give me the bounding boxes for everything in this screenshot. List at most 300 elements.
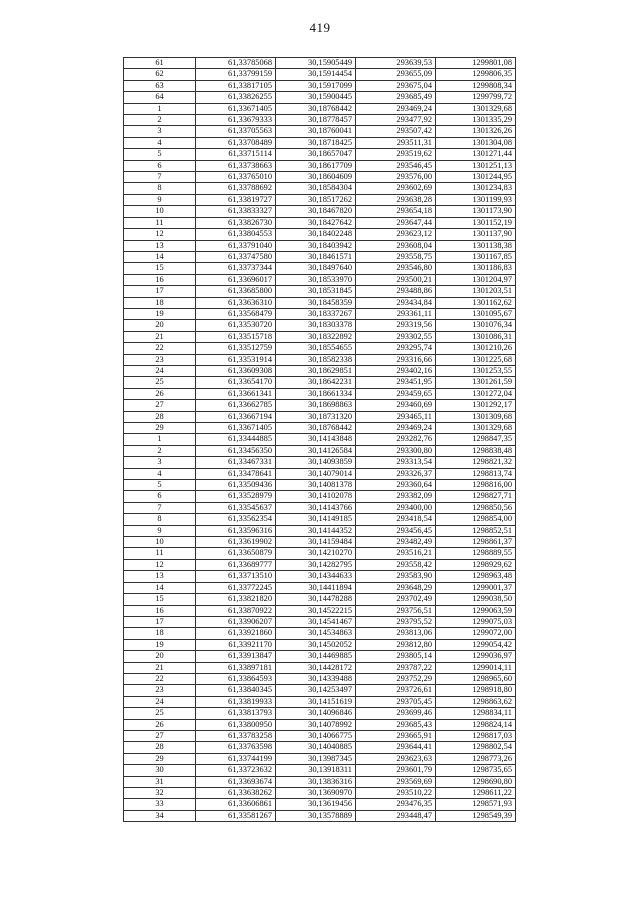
longitude-cell: 30,18629851 [276, 365, 356, 376]
point-number-cell: 64 [124, 92, 196, 103]
x-coordinate-cell: 293726,61 [356, 685, 436, 696]
x-coordinate-cell: 293702,49 [356, 594, 436, 605]
table-row [124, 194, 516, 205]
x-coordinate-cell: 293813,06 [356, 628, 436, 639]
table-row [124, 172, 516, 183]
longitude-cell: 30,18531845 [276, 286, 356, 297]
latitude-cell: 61,33783258 [196, 730, 276, 741]
point-number-cell: 6 [124, 160, 196, 171]
x-coordinate-cell: 293756,51 [356, 605, 436, 616]
longitude-cell: 30,18403942 [276, 240, 356, 251]
point-number-cell: 27 [124, 400, 196, 411]
y-coordinate-cell: 1299054,42 [436, 639, 516, 650]
point-number-cell: 20 [124, 651, 196, 662]
longitude-cell: 30,18303378 [276, 320, 356, 331]
y-coordinate-cell: 1299808,34 [436, 80, 516, 91]
point-number-cell: 27 [124, 730, 196, 741]
x-coordinate-cell: 293302,55 [356, 331, 436, 342]
table-row [124, 788, 516, 799]
table-row [124, 411, 516, 422]
x-coordinate-cell: 293295,74 [356, 343, 436, 354]
longitude-cell: 30,14151619 [276, 696, 356, 707]
point-number-cell: 14 [124, 582, 196, 593]
point-number-cell: 18 [124, 628, 196, 639]
x-coordinate-cell: 293360,64 [356, 480, 436, 491]
x-coordinate-cell: 293476,35 [356, 799, 436, 810]
x-coordinate-cell: 293608,04 [356, 240, 436, 251]
y-coordinate-cell: 1298690,80 [436, 776, 516, 787]
x-coordinate-cell: 293795,52 [356, 616, 436, 627]
point-number-cell: 12 [124, 229, 196, 240]
table-row [124, 365, 516, 376]
y-coordinate-cell: 1301095,67 [436, 308, 516, 319]
point-number-cell: 8 [124, 514, 196, 525]
y-coordinate-cell: 1298821,32 [436, 457, 516, 468]
latitude-cell: 61,33772245 [196, 582, 276, 593]
point-number-cell: 19 [124, 308, 196, 319]
longitude-cell: 30,15917099 [276, 80, 356, 91]
point-number-cell: 11 [124, 548, 196, 559]
longitude-cell: 30,14428172 [276, 662, 356, 673]
point-number-cell: 22 [124, 343, 196, 354]
table-row [124, 502, 516, 513]
x-coordinate-cell: 293459,65 [356, 388, 436, 399]
point-number-cell: 30 [124, 765, 196, 776]
table-row [124, 662, 516, 673]
latitude-cell: 61,33791040 [196, 240, 276, 251]
x-coordinate-cell: 293558,75 [356, 251, 436, 262]
longitude-cell: 30,14078992 [276, 719, 356, 730]
x-coordinate-cell: 293326,37 [356, 468, 436, 479]
x-coordinate-cell: 293482,49 [356, 537, 436, 548]
x-coordinate-cell: 293546,80 [356, 263, 436, 274]
x-coordinate-cell: 293469,24 [356, 103, 436, 114]
table-row [124, 240, 516, 251]
latitude-cell: 61,33813793 [196, 708, 276, 719]
longitude-cell: 30,14143766 [276, 502, 356, 513]
latitude-cell: 61,33609308 [196, 365, 276, 376]
y-coordinate-cell: 1299075,03 [436, 616, 516, 627]
point-number-cell: 4 [124, 137, 196, 148]
x-coordinate-cell: 293685,43 [356, 719, 436, 730]
point-number-cell: 23 [124, 354, 196, 365]
latitude-cell: 61,33636310 [196, 297, 276, 308]
latitude-cell: 61,33638262 [196, 788, 276, 799]
latitude-cell: 61,33606861 [196, 799, 276, 810]
table-row [124, 183, 516, 194]
table-row [124, 377, 516, 388]
point-number-cell: 14 [124, 251, 196, 262]
table-row [124, 810, 516, 821]
table-row [124, 776, 516, 787]
longitude-cell: 30,14144352 [276, 525, 356, 536]
y-coordinate-cell: 1298863,62 [436, 696, 516, 707]
longitude-cell: 30,18517262 [276, 194, 356, 205]
longitude-cell: 30,18533970 [276, 274, 356, 285]
x-coordinate-cell: 293665,91 [356, 730, 436, 741]
table-row [124, 400, 516, 411]
point-number-cell: 24 [124, 365, 196, 376]
latitude-cell: 61,33840345 [196, 685, 276, 696]
table-row [124, 765, 516, 776]
point-number-cell: 28 [124, 411, 196, 422]
point-number-cell: 20 [124, 320, 196, 331]
longitude-cell: 30,14081378 [276, 480, 356, 491]
longitude-cell: 30,13918311 [276, 765, 356, 776]
latitude-cell: 61,33696017 [196, 274, 276, 285]
y-coordinate-cell: 1301137,90 [436, 229, 516, 240]
x-coordinate-cell: 293639,53 [356, 58, 436, 69]
table-row [124, 639, 516, 650]
latitude-cell: 61,33785068 [196, 58, 276, 69]
latitude-cell: 61,33819727 [196, 194, 276, 205]
table-row [124, 537, 516, 548]
x-coordinate-cell: 293752,29 [356, 673, 436, 684]
table-row [124, 742, 516, 753]
point-number-cell: 32 [124, 788, 196, 799]
x-coordinate-cell: 293583,90 [356, 571, 436, 582]
longitude-cell: 30,18760041 [276, 126, 356, 137]
table-row [124, 719, 516, 730]
x-coordinate-cell: 293282,76 [356, 434, 436, 445]
table-row [124, 548, 516, 559]
point-number-cell: 19 [124, 639, 196, 650]
y-coordinate-cell: 1301152,19 [436, 217, 516, 228]
table-row [124, 103, 516, 114]
y-coordinate-cell: 1299038,50 [436, 594, 516, 605]
y-coordinate-cell: 1298549,39 [436, 810, 516, 821]
table-row [124, 274, 516, 285]
x-coordinate-cell: 293647,44 [356, 217, 436, 228]
table-row [124, 251, 516, 262]
x-coordinate-cell: 293511,31 [356, 137, 436, 148]
x-coordinate-cell: 293685,49 [356, 92, 436, 103]
x-coordinate-cell: 293382,09 [356, 491, 436, 502]
y-coordinate-cell: 1301210,26 [436, 343, 516, 354]
longitude-cell: 30,14040885 [276, 742, 356, 753]
y-coordinate-cell: 1298611,22 [436, 788, 516, 799]
latitude-cell: 61,33817105 [196, 80, 276, 91]
table-row [124, 673, 516, 684]
latitude-cell: 61,33737344 [196, 263, 276, 274]
x-coordinate-cell: 293510,22 [356, 788, 436, 799]
x-coordinate-cell: 293418,54 [356, 514, 436, 525]
y-coordinate-cell: 1299799,72 [436, 92, 516, 103]
latitude-cell: 61,33467331 [196, 457, 276, 468]
longitude-cell: 30,18617709 [276, 160, 356, 171]
x-coordinate-cell: 293623,63 [356, 753, 436, 764]
y-coordinate-cell: 1299014,11 [436, 662, 516, 673]
latitude-cell: 61,33671405 [196, 423, 276, 434]
x-coordinate-cell: 293477,92 [356, 115, 436, 126]
y-coordinate-cell: 1298918,80 [436, 685, 516, 696]
table-row [124, 137, 516, 148]
longitude-cell: 30,14344633 [276, 571, 356, 582]
table-row [124, 571, 516, 582]
latitude-cell: 61,33744199 [196, 753, 276, 764]
longitude-cell: 30,14096846 [276, 708, 356, 719]
latitude-cell: 61,33530720 [196, 320, 276, 331]
latitude-cell: 61,33821820 [196, 594, 276, 605]
latitude-cell: 61,33800950 [196, 719, 276, 730]
point-number-cell: 16 [124, 605, 196, 616]
longitude-cell: 30,18642231 [276, 377, 356, 388]
table-row [124, 457, 516, 468]
point-number-cell: 3 [124, 457, 196, 468]
longitude-cell: 30,18337267 [276, 308, 356, 319]
y-coordinate-cell: 1301086,31 [436, 331, 516, 342]
point-number-cell: 25 [124, 377, 196, 388]
x-coordinate-cell: 293654,18 [356, 206, 436, 217]
table-row [124, 445, 516, 456]
table-row [124, 149, 516, 160]
latitude-cell: 61,33826730 [196, 217, 276, 228]
table-row [124, 160, 516, 171]
table-row [124, 331, 516, 342]
y-coordinate-cell: 1298850,56 [436, 502, 516, 513]
longitude-cell: 30,14339488 [276, 673, 356, 684]
point-number-cell: 2 [124, 115, 196, 126]
x-coordinate-cell: 293469,24 [356, 423, 436, 434]
point-number-cell: 17 [124, 616, 196, 627]
latitude-cell: 61,33738663 [196, 160, 276, 171]
y-coordinate-cell: 1301076,34 [436, 320, 516, 331]
latitude-cell: 61,33864593 [196, 673, 276, 684]
latitude-cell: 61,33713510 [196, 571, 276, 582]
table-row [124, 263, 516, 274]
point-number-cell: 25 [124, 708, 196, 719]
point-number-cell: 11 [124, 217, 196, 228]
latitude-cell: 61,33671405 [196, 103, 276, 114]
longitude-cell: 30,18604609 [276, 172, 356, 183]
point-number-cell: 24 [124, 696, 196, 707]
table-row [124, 651, 516, 662]
latitude-cell: 61,33456350 [196, 445, 276, 456]
longitude-cell: 30,18458359 [276, 297, 356, 308]
y-coordinate-cell: 1301138,38 [436, 240, 516, 251]
table-row [124, 605, 516, 616]
point-number-cell: 9 [124, 525, 196, 536]
x-coordinate-cell: 293488,86 [356, 286, 436, 297]
y-coordinate-cell: 1301261,59 [436, 377, 516, 388]
point-number-cell: 2 [124, 445, 196, 456]
longitude-cell: 30,18427642 [276, 217, 356, 228]
point-number-cell: 13 [124, 571, 196, 582]
x-coordinate-cell: 293623,12 [356, 229, 436, 240]
longitude-cell: 30,14282795 [276, 559, 356, 570]
point-number-cell: 8 [124, 183, 196, 194]
y-coordinate-cell: 1301251,13 [436, 160, 516, 171]
table-row [124, 594, 516, 605]
latitude-cell: 61,33528979 [196, 491, 276, 502]
y-coordinate-cell: 1298852,51 [436, 525, 516, 536]
longitude-cell: 30,18467820 [276, 206, 356, 217]
longitude-cell: 30,15905449 [276, 58, 356, 69]
x-coordinate-cell: 293519,62 [356, 149, 436, 160]
x-coordinate-cell: 293448,47 [356, 810, 436, 821]
longitude-cell: 30,14522215 [276, 605, 356, 616]
y-coordinate-cell: 1301329,68 [436, 103, 516, 114]
latitude-cell: 61,33788692 [196, 183, 276, 194]
y-coordinate-cell: 1301329,68 [436, 423, 516, 434]
latitude-cell: 61,33545637 [196, 502, 276, 513]
point-number-cell: 21 [124, 662, 196, 673]
longitude-cell: 30,14253497 [276, 685, 356, 696]
longitude-cell: 30,14541467 [276, 616, 356, 627]
table-row [124, 58, 516, 69]
y-coordinate-cell: 1301272,04 [436, 388, 516, 399]
table-row [124, 491, 516, 502]
latitude-cell: 61,33661341 [196, 388, 276, 399]
longitude-cell: 30,18698863 [276, 400, 356, 411]
x-coordinate-cell: 293516,21 [356, 548, 436, 559]
latitude-cell: 61,33819933 [196, 696, 276, 707]
table-row [124, 206, 516, 217]
x-coordinate-cell: 293805,14 [356, 651, 436, 662]
latitude-cell: 61,33596316 [196, 525, 276, 536]
x-coordinate-cell: 293500,21 [356, 274, 436, 285]
point-number-cell: 16 [124, 274, 196, 285]
table-row [124, 308, 516, 319]
latitude-cell: 61,33581267 [196, 810, 276, 821]
table-row [124, 708, 516, 719]
x-coordinate-cell: 293400,00 [356, 502, 436, 513]
latitude-cell: 61,33667194 [196, 411, 276, 422]
point-number-cell: 12 [124, 559, 196, 570]
longitude-cell: 30,14126584 [276, 445, 356, 456]
latitude-cell: 61,33478641 [196, 468, 276, 479]
x-coordinate-cell: 293319,56 [356, 320, 436, 331]
longitude-cell: 30,14411894 [276, 582, 356, 593]
table-row [124, 616, 516, 627]
latitude-cell: 61,33512759 [196, 343, 276, 354]
point-number-cell: 4 [124, 468, 196, 479]
y-coordinate-cell: 1298834,11 [436, 708, 516, 719]
longitude-cell: 30,18322892 [276, 331, 356, 342]
x-coordinate-cell: 293569,69 [356, 776, 436, 787]
longitude-cell: 30,18554655 [276, 343, 356, 354]
y-coordinate-cell: 1301234,83 [436, 183, 516, 194]
point-number-cell: 1 [124, 103, 196, 114]
table-row [124, 468, 516, 479]
y-coordinate-cell: 1298802,54 [436, 742, 516, 753]
table-row [124, 217, 516, 228]
longitude-cell: 30,18582338 [276, 354, 356, 365]
point-number-cell: 3 [124, 126, 196, 137]
latitude-cell: 61,33619902 [196, 537, 276, 548]
latitude-cell: 61,33826255 [196, 92, 276, 103]
x-coordinate-cell: 293601,79 [356, 765, 436, 776]
latitude-cell: 61,33562354 [196, 514, 276, 525]
point-number-cell: 9 [124, 194, 196, 205]
coordinates-table [123, 57, 516, 822]
longitude-cell: 30,13619456 [276, 799, 356, 810]
table-row [124, 229, 516, 240]
table-row [124, 69, 516, 80]
longitude-cell: 30,18768442 [276, 103, 356, 114]
y-coordinate-cell: 1298847,35 [436, 434, 516, 445]
y-coordinate-cell: 1301253,55 [436, 365, 516, 376]
latitude-cell: 61,33723632 [196, 765, 276, 776]
longitude-cell: 30,13836316 [276, 776, 356, 787]
latitude-cell: 61,33654170 [196, 377, 276, 388]
latitude-cell: 61,33650879 [196, 548, 276, 559]
y-coordinate-cell: 1298773,26 [436, 753, 516, 764]
longitude-cell: 30,18657047 [276, 149, 356, 160]
latitude-cell: 61,33870922 [196, 605, 276, 616]
latitude-cell: 61,33444885 [196, 434, 276, 445]
x-coordinate-cell: 293300,80 [356, 445, 436, 456]
y-coordinate-cell: 1298827,71 [436, 491, 516, 502]
x-coordinate-cell: 293787,22 [356, 662, 436, 673]
table-row [124, 628, 516, 639]
x-coordinate-cell: 293313,54 [356, 457, 436, 468]
x-coordinate-cell: 293456,45 [356, 525, 436, 536]
y-coordinate-cell: 1298838,48 [436, 445, 516, 456]
longitude-cell: 30,14093859 [276, 457, 356, 468]
x-coordinate-cell: 293812,80 [356, 639, 436, 650]
latitude-cell: 61,33568479 [196, 308, 276, 319]
y-coordinate-cell: 1298929,62 [436, 559, 516, 570]
x-coordinate-cell: 293434,84 [356, 297, 436, 308]
y-coordinate-cell: 1298817,03 [436, 730, 516, 741]
table-row [124, 525, 516, 536]
y-coordinate-cell: 1301225,68 [436, 354, 516, 365]
longitude-cell: 30,14502052 [276, 639, 356, 650]
x-coordinate-cell: 293546,45 [356, 160, 436, 171]
longitude-cell: 30,14210270 [276, 548, 356, 559]
y-coordinate-cell: 1301244,95 [436, 172, 516, 183]
longitude-cell: 30,14478288 [276, 594, 356, 605]
table-row [124, 730, 516, 741]
x-coordinate-cell: 293576,00 [356, 172, 436, 183]
point-number-cell: 26 [124, 388, 196, 399]
y-coordinate-cell: 1298889,55 [436, 548, 516, 559]
latitude-cell: 61,33715114 [196, 149, 276, 160]
longitude-cell: 30,18731320 [276, 411, 356, 422]
y-coordinate-cell: 1299801,08 [436, 58, 516, 69]
point-number-cell: 6 [124, 491, 196, 502]
point-number-cell: 22 [124, 673, 196, 684]
y-coordinate-cell: 1298813,74 [436, 468, 516, 479]
y-coordinate-cell: 1298571,93 [436, 799, 516, 810]
table-row [124, 343, 516, 354]
x-coordinate-cell: 293644,41 [356, 742, 436, 753]
longitude-cell: 30,18584304 [276, 183, 356, 194]
longitude-cell: 30,18661334 [276, 388, 356, 399]
table-row [124, 286, 516, 297]
x-coordinate-cell: 293602,69 [356, 183, 436, 194]
table-row [124, 80, 516, 91]
table-row [124, 685, 516, 696]
y-coordinate-cell: 1301204,97 [436, 274, 516, 285]
longitude-cell: 30,14066775 [276, 730, 356, 741]
longitude-cell: 30,14102078 [276, 491, 356, 502]
coordinates-table-body [124, 58, 516, 822]
latitude-cell: 61,33509436 [196, 480, 276, 491]
point-number-cell: 7 [124, 172, 196, 183]
table-row [124, 696, 516, 707]
point-number-cell: 28 [124, 742, 196, 753]
latitude-cell: 61,33833327 [196, 206, 276, 217]
longitude-cell: 30,18778457 [276, 115, 356, 126]
page-number: 419 [309, 20, 331, 35]
latitude-cell: 61,33531914 [196, 354, 276, 365]
y-coordinate-cell: 1301186,83 [436, 263, 516, 274]
latitude-cell: 61,33685800 [196, 286, 276, 297]
longitude-cell: 30,14534863 [276, 628, 356, 639]
x-coordinate-cell: 293699,46 [356, 708, 436, 719]
